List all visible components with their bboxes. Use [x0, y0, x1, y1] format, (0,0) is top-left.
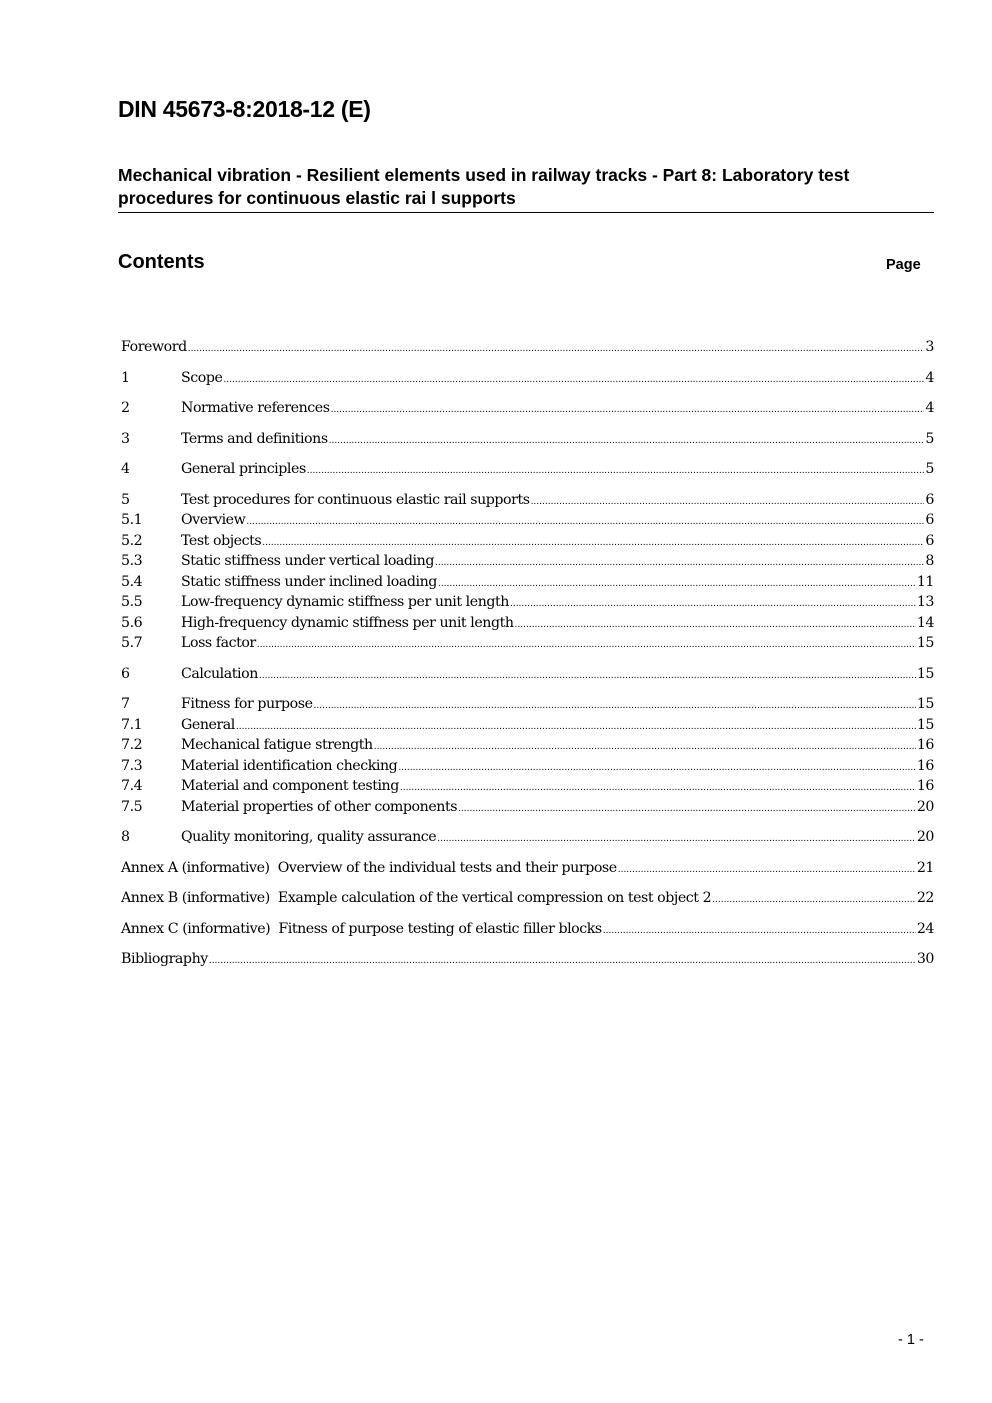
toc-entry-number: 1	[121, 369, 130, 386]
toc-entry-number: 7.2	[121, 737, 143, 753]
toc-entry-number: 7	[121, 696, 130, 712]
toc-entry-number: 7.1	[121, 716, 143, 733]
toc-entry-label: Calculation	[181, 665, 258, 682]
dot-leader	[259, 666, 916, 687]
toc-entry[interactable]	[121, 368, 934, 389]
toc-entry-label: Loss factor	[181, 635, 256, 651]
toc-entry[interactable]	[121, 694, 934, 715]
toc-entry-label: Annex C (informative) Fitness of purpose testing of elastic filler blocks	[121, 920, 602, 937]
toc-entry-label: Annex B (informative) Example calculation of the vertical compression on test object 2	[121, 890, 712, 906]
dot-leader	[257, 635, 916, 656]
toc-entry[interactable]	[121, 633, 934, 654]
toc-entry-page: 6	[925, 512, 934, 528]
toc-entry-page: 8	[925, 553, 934, 569]
toc-entry-label: Annex A (informative) Overview of the individual tests and their purpose	[121, 859, 617, 876]
dot-leader	[236, 717, 916, 738]
toc-entry-page: 15	[916, 665, 934, 682]
dot-leader	[314, 696, 916, 717]
toc-entry-number: 5.7	[121, 635, 143, 651]
toc-entry-label: Material properties of other components	[181, 798, 458, 815]
dot-leader	[374, 737, 916, 758]
toc-entry-number: 4	[121, 461, 130, 477]
dot-leader	[209, 951, 916, 972]
dot-leader	[400, 778, 916, 799]
toc-entry-page: 15	[916, 696, 934, 712]
toc-entry[interactable]	[121, 613, 934, 634]
toc-entry-number: 5	[121, 491, 130, 508]
toc-entry-annex-a[interactable]	[121, 858, 934, 879]
toc-entry[interactable]	[121, 551, 934, 572]
dot-leader	[618, 860, 916, 881]
toc-entry-page: 13	[916, 594, 934, 610]
toc-entry-page: 11	[916, 573, 934, 590]
toc-entry[interactable]	[121, 715, 934, 736]
toc-entry[interactable]	[121, 429, 934, 450]
toc-entry-page: 16	[916, 757, 934, 774]
toc-entry-annex-c[interactable]	[121, 919, 934, 940]
toc-entry-page: 4	[925, 369, 934, 386]
toc-entry-page: 5	[925, 461, 934, 477]
toc-entry[interactable]	[121, 398, 934, 419]
toc-entry[interactable]	[121, 572, 934, 593]
dot-leader	[531, 492, 925, 513]
dot-leader	[398, 758, 916, 779]
toc-entry-number: 5.1	[121, 512, 143, 528]
toc-entry-label: Overview	[181, 512, 246, 528]
toc-entry-page: 6	[925, 491, 934, 508]
toc-entry[interactable]	[121, 827, 934, 848]
toc-entry-page: 15	[916, 635, 934, 651]
toc-entry[interactable]	[121, 735, 934, 756]
toc-entry[interactable]	[121, 490, 934, 511]
dot-leader	[712, 890, 916, 911]
toc-entry-label: Low-frequency dynamic stiffness per unit length	[181, 594, 509, 610]
toc-entry-number: 2	[121, 400, 130, 416]
toc-entry-page: 20	[916, 829, 934, 845]
toc-entry-number: 8	[121, 829, 130, 845]
toc-entry-number: 5.3	[121, 553, 143, 569]
toc-entry-page: 3	[925, 339, 934, 355]
toc-entry-label: Foreword	[121, 339, 187, 355]
toc-entry-page: 5	[925, 430, 934, 447]
document-id: DIN 45673-8:2018-12 (E)	[118, 96, 371, 122]
dot-leader	[458, 799, 916, 820]
page-column-label: Page	[886, 257, 921, 273]
dot-leader	[223, 370, 924, 391]
toc-entry-label: Test objects	[181, 532, 262, 549]
toc-entry-bibliography[interactable]	[121, 949, 934, 970]
toc-entry-number: 7.5	[121, 798, 143, 815]
toc-entry-page: 21	[916, 859, 934, 876]
toc-entry-page: 4	[925, 400, 934, 416]
toc-entry-label: Quality monitoring, quality assurance	[181, 829, 437, 845]
toc-entry-label: Fitness for purpose	[181, 696, 313, 712]
dot-leader	[188, 339, 925, 360]
table-of-contents	[121, 337, 934, 970]
toc-entry-label: Static stiffness under vertical loading	[181, 553, 434, 569]
toc-entry-label: Mechanical fatigue strength	[181, 737, 373, 753]
toc-entry-page: 22	[916, 890, 934, 906]
toc-entry-label: Scope	[181, 369, 223, 386]
toc-entry-label: Test procedures for continuous elastic rail supports	[181, 491, 530, 508]
dot-leader	[246, 512, 924, 533]
toc-entry-number: 7.4	[121, 778, 143, 794]
toc-entry-number: 7.3	[121, 757, 143, 774]
dot-leader	[603, 921, 916, 942]
toc-entry-label: Static stiffness under inclined loading	[181, 573, 437, 590]
toc-entry[interactable]	[121, 776, 934, 797]
toc-entry-label: General principles	[181, 461, 306, 477]
toc-entry-page: 30	[916, 951, 934, 967]
toc-entry[interactable]	[121, 664, 934, 685]
toc-entry[interactable]	[121, 797, 934, 818]
contents-heading: Contents	[118, 251, 205, 273]
dot-leader	[331, 400, 925, 421]
dot-leader	[515, 615, 916, 636]
toc-entry-label: Material and component testing	[181, 778, 399, 794]
document-title: Mechanical vibration - Resilient elements used in railway tracks - Part 8: Laboratory test procedures for continuous elastic rai l supports	[118, 164, 934, 213]
toc-entry-page: 24	[916, 920, 934, 937]
dot-leader	[262, 533, 924, 554]
dot-leader	[307, 461, 925, 482]
toc-entry-annex-b[interactable]	[121, 888, 934, 909]
toc-entry[interactable]	[121, 592, 934, 613]
toc-entry[interactable]	[121, 510, 934, 531]
dot-leader	[438, 574, 916, 595]
dot-leader	[510, 594, 916, 615]
toc-entry-label: Material identification checking	[181, 757, 398, 774]
dot-leader	[435, 553, 924, 574]
toc-entry-number: 5.4	[121, 573, 143, 590]
toc-entry-page: 16	[916, 737, 934, 753]
toc-entry-label: Terms and definitions	[181, 430, 328, 447]
toc-entry-page: 20	[916, 798, 934, 815]
toc-entry[interactable]	[121, 459, 934, 480]
toc-entry-page: 16	[916, 778, 934, 794]
toc-entry-label: Bibliography	[121, 951, 208, 967]
toc-entry-page: 14	[916, 614, 934, 631]
toc-entry-page: 15	[916, 716, 934, 733]
toc-entry-number: 5.6	[121, 614, 143, 631]
toc-entry-label: High-frequency dynamic stiffness per unit length	[181, 614, 514, 631]
dot-leader	[329, 431, 925, 452]
toc-entry-number: 5.2	[121, 532, 143, 549]
page-number: - 1 -	[898, 1332, 924, 1348]
toc-entry-number: 3	[121, 430, 130, 447]
toc-entry-foreword[interactable]	[121, 337, 934, 358]
toc-entry[interactable]	[121, 756, 934, 777]
toc-entry-label: Normative references	[181, 400, 330, 416]
toc-entry-label: General	[181, 716, 235, 733]
toc-entry-number: 6	[121, 665, 130, 682]
toc-entry-page: 6	[925, 532, 934, 549]
toc-entry[interactable]	[121, 531, 934, 552]
toc-entry-number: 5.5	[121, 594, 143, 610]
dot-leader	[437, 829, 916, 850]
